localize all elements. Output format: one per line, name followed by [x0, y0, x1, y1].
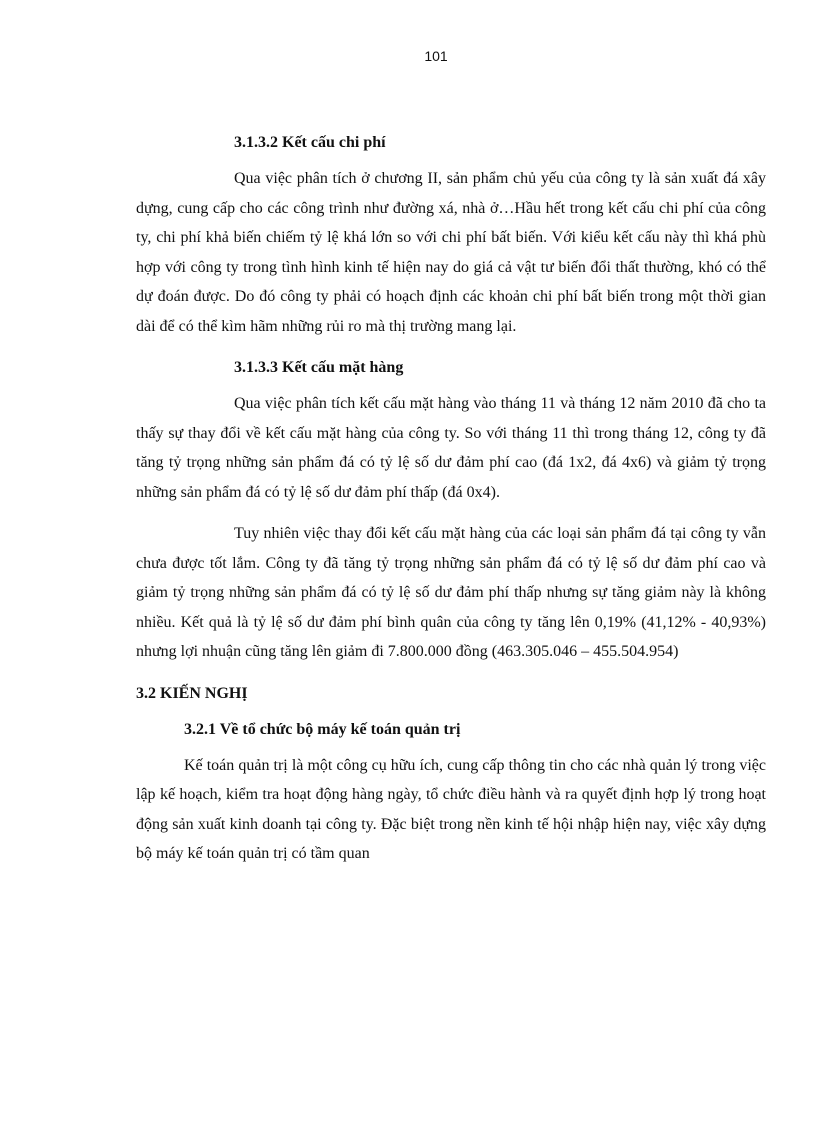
paragraph-product-mix-1: Qua việc phân tích kết cấu mặt hàng vào tháng 11 và tháng 12 năm 2010 đã cho ta thấy sự thay đổi về kết cấu mặt hàng của công ty. So với tháng 11 thì trong tháng 12, công ty đã tăng tỷ trọng những sản phẩm đá có tỷ lệ số dư đảm phí cao (đá 1x2, đá 4x6) và giảm tỷ trọng những sản phẩm đá có tỷ lệ số dư đảm phí thấp (đá 0x4). [136, 395, 766, 501]
paragraph-cost-structure: Qua việc phân tích ở chương II, sản phẩm chủ yếu của công ty là sản xuất đá xây dựng, cung cấp cho các công trình như đường xá, nhà ở…Hầu hết trong kết cấu chi phí của công ty, chi phí khả biến chiếm tỷ lệ khá lớn so với chi phí bất biến. Với kiểu kết cấu này thì khá phù hợp với công ty trong tình hình kinh tế hiện nay do giá cả vật tư biến đổi thất thường, khó có thể dự đoán được. Do đó công ty phải có hoạch định các khoản chi phí bất biến trong một thời gian dài để có thể kìm hãm những rủi ro mà thị trường mang lại. [136, 170, 766, 335]
section-heading-3-1-3-2: 3.1.3.2 Kết cấu chi phí [234, 134, 386, 151]
paragraph-management-accounting: Kế toán quản trị là một công cụ hữu ích, cung cấp thông tin cho các nhà quản lý trong việc lập kế hoạch, kiểm tra hoạt động hàng ngày, tổ chức điều hành và ra quyết định hợp lý trong hoạt động sản xuất kinh doanh tại công ty. Đặc biệt trong nền kinh tế hội nhập hiện nay, việc xây dựng bộ máy kế toán quản trị có tầm quan [136, 756, 766, 862]
section-heading-3-1-3-3: 3.1.3.3 Kết cấu mặt hàng [234, 359, 404, 376]
section-heading-3-2: 3.2 KIẾN NGHỊ [136, 684, 248, 702]
document-body [136, 128, 766, 881]
section-heading-3-2-1: 3.2.1 Về tổ chức bộ máy kế toán quản trị [184, 720, 461, 738]
page-number: 101 [424, 48, 448, 64]
paragraph-product-mix-2: Tuy nhiên việc thay đổi kết cấu mặt hàng của các loại sản phẩm đá tại công ty vẫn chưa được tốt lắm. Công ty đã tăng tỷ trọng những sản phẩm đá có tỷ lệ số dư đảm phí cao và giảm tỷ trọng những sản phẩm đá có tỷ lệ số dư đảm phí thấp nhưng sự tăng giảm này là không nhiều. Kết quả là tỷ lệ số dư đảm phí bình quân của công ty tăng lên 0,19% (41,12% - 40,93%) nhưng lợi nhuận cũng tăng lên giảm đi 7.800.000 đồng (463.305.046 – 455.504.954) [136, 525, 766, 660]
